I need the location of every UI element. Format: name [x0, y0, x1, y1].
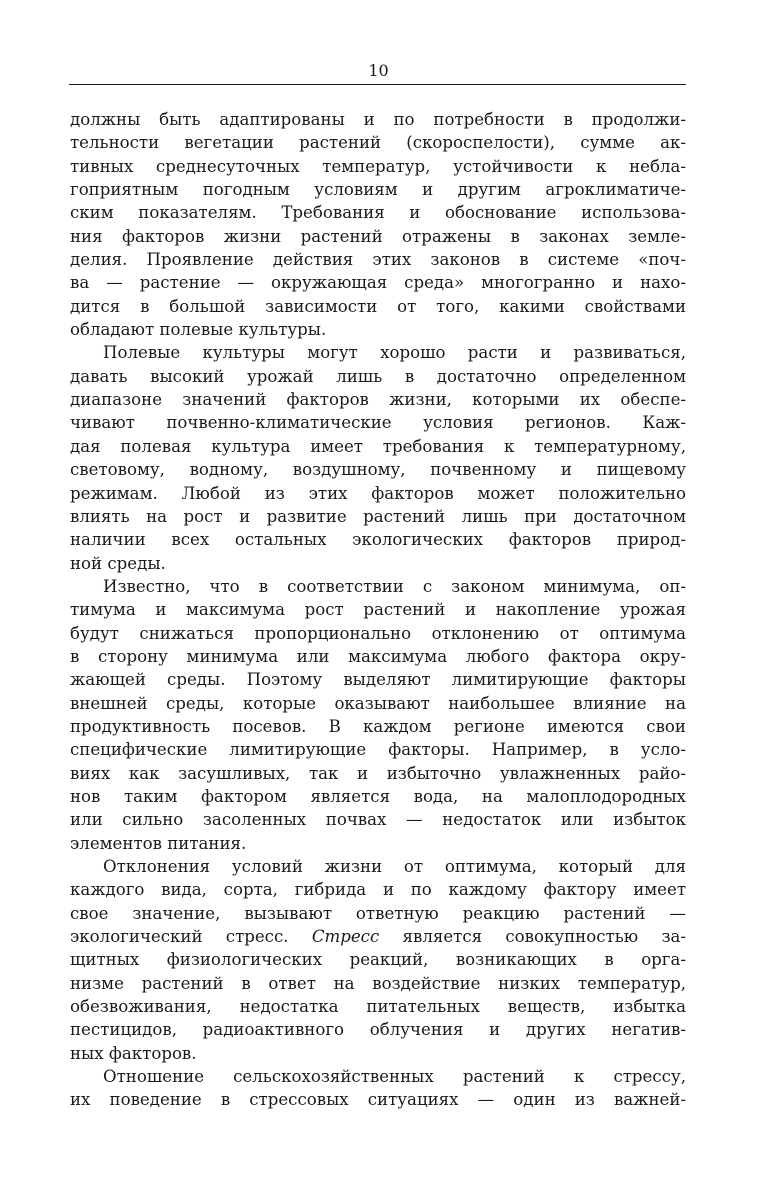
paragraph-2 — [70, 341, 686, 574]
text-line: пестицидов, радиоактивного облучения и других негатив- — [70, 1020, 686, 1040]
text-line: гоприятным погодным условиям и другим агроклиматиче- — [70, 180, 686, 200]
text-line: свое значение, вызывают ответную реакцию растений — — [70, 903, 686, 923]
text-line: ва — растение — окружающая среда» многогранно и нахо- — [70, 273, 686, 293]
text-line: специфические лимитирующие факторы. Например, в усло- — [70, 740, 686, 760]
body-text — [70, 108, 686, 1112]
text-line-with-term — [70, 925, 686, 948]
text-line: дая полевая культура имеет требования к температурному, — [70, 436, 686, 456]
text-line: Полевые культуры могут хорошо расти и развиваться, — [103, 343, 686, 363]
text-line: режимам. Любой из этих факторов может положительно — [70, 483, 686, 503]
text-line: должны быть адаптированы и по потребности в продолжи- — [70, 110, 686, 129]
text-line: влиять на рост и развитие растений лишь при достаточном — [70, 506, 686, 526]
text-line: Отклонения условий жизни от оптимума, который для — [103, 857, 686, 876]
text-line: тивных среднесуточных температур, устойчивости к небла- — [70, 156, 686, 176]
text-line: тельности вегетации растений (скороспелости), сумме ак- — [70, 133, 686, 153]
page-number: 10 — [368, 61, 389, 80]
text-line: продуктивность посевов. В каждом регионе имеются свои — [70, 716, 686, 736]
text-line: элементов питания. — [70, 833, 247, 853]
text-line: жающей среды. Поэтому выделяют лимитирующие факторы — [70, 670, 686, 690]
text-line: диапазоне значений факторов жизни, которыми их обеспе- — [70, 390, 686, 410]
text-line: ским показателям. Требования и обоснование использова- — [70, 203, 686, 223]
text-line: внешней среды, которые оказывают наибольшее влияние на — [70, 693, 686, 713]
text-line: световому, водному, воздушному, почвенному и пищевому — [70, 460, 686, 480]
text-line: делия. Проявление действия этих законов в системе «поч- — [70, 250, 686, 270]
paragraph-1 — [70, 108, 686, 341]
text-line: обезвоживания, недостатка питательных веществ, избытка — [70, 997, 686, 1017]
text-line: дится в большой зависимости от того, какими свойствами — [70, 296, 686, 316]
text-line: обладают полевые культуры. — [70, 320, 327, 340]
text-line: каждого вида, сорта, гибрида и по каждому фактору имеет — [70, 880, 686, 900]
paragraph-4 — [70, 855, 686, 1065]
text-line: будут снижаться пропорционально отклонению от оптимума — [70, 623, 686, 643]
header-rule — [69, 84, 686, 85]
text-line: или сильно засоленных почвах — недостаток или избыток — [70, 810, 686, 830]
paragraph-5 — [70, 1065, 686, 1112]
text-line: нов таким фактором является вода, на малоплодородных — [70, 786, 686, 806]
text-line: виях как засушливых, так и избыточно увлажненных райо- — [70, 763, 686, 783]
paragraph-3 — [70, 575, 686, 855]
text-line: в сторону минимума или максимума любого фактора окру- — [70, 646, 686, 666]
line-text-before: экологический стресс. — [70, 927, 312, 947]
text-line: их поведение в стрессовых ситуациях — один из важней- — [70, 1090, 686, 1110]
text-line: тимума и максимума рост растений и накопление урожая — [70, 600, 686, 620]
line-text-after: является совокупностью за- — [379, 927, 686, 947]
text-line: чивают почвенно-климатические условия регионов. Каж- — [70, 413, 686, 433]
text-line: наличии всех остальных экологических факторов природ- — [70, 530, 686, 550]
text-line: давать высокий урожай лишь в достаточно определенном — [70, 366, 686, 386]
text-line: ния факторов жизни растений отражены в законах земле- — [70, 226, 686, 246]
text-line: ных факторов. — [70, 1043, 197, 1063]
text-line: Известно, что в соответствии с законом минимума, оп- — [103, 576, 686, 596]
term-stress: Стресс — [311, 927, 380, 947]
text-line: низме растений в ответ на воздействие низких температур, — [70, 973, 686, 993]
text-line: щитных физиологических реакций, возникающих в орга- — [70, 950, 686, 970]
text-line: ной среды. — [70, 553, 166, 573]
text-line: Отношение сельскохозяйственных растений к стрессу, — [103, 1067, 686, 1087]
